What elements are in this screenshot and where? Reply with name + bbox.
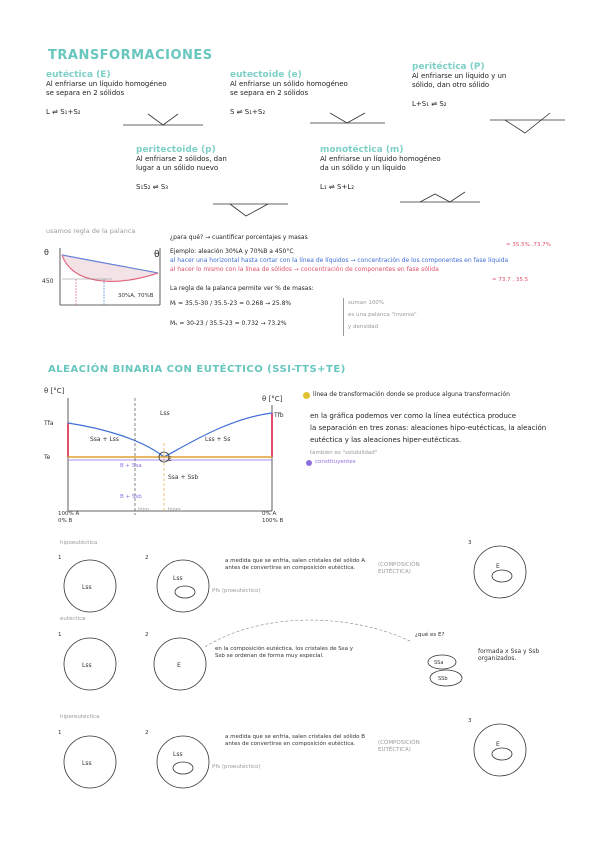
region-liquid: Lss (160, 410, 170, 417)
step-number: 2 (145, 632, 149, 638)
grain-label: SSa (434, 660, 444, 666)
lever-header: usamos regla de la palanca (46, 227, 136, 235)
grain-circle (62, 558, 118, 614)
step-number: 3 (468, 718, 472, 724)
transformation-desc: da un sólido y un líquido (320, 164, 406, 172)
micro-desc-eut: en la composición eutéctica, los cristales de Ssa y Ssb se ordenan de forma muy especial. (215, 646, 354, 659)
binary-bullet-1: línea de transformación donde se produce alguna transformación (313, 391, 510, 398)
grain-label: SSb (438, 676, 448, 682)
transformation-peritectica (412, 62, 582, 109)
transformation-name: eutectoide (e) (230, 70, 302, 80)
eutectic-point-label: E (168, 456, 172, 463)
temp-label: 450 (42, 278, 54, 285)
te-label: Te (44, 454, 51, 461)
transformation-desc: Al enfriarse un sólido homogéneo (230, 80, 348, 88)
micro-mid-label: (COMPOSICIÓN EUTÉCTICA) (378, 740, 420, 753)
grain-circle (470, 722, 530, 778)
region-sb-liquid: Lss + Ss (205, 436, 231, 443)
micro-eut-label: eutéctica (60, 616, 86, 622)
lever-diagram (42, 243, 172, 315)
grain-label: Lss (82, 760, 92, 767)
grain-label: Lss (82, 662, 92, 669)
lever-ms: Mₛ = 30-23 / 35.5-23 = 0.732 → 73.2% (170, 320, 287, 327)
curved-arrow (200, 612, 420, 652)
transformation-eutectica (46, 70, 206, 117)
tick-hiper: hiper (168, 507, 181, 513)
transformation-desc: Al enfriarse 2 sólidos, dan (136, 155, 227, 163)
step-number: 1 (58, 730, 62, 736)
transformation-monotectica (320, 145, 500, 192)
transformation-desc: Al enfriarse un líquido homogéneo (46, 80, 167, 88)
lever-liquid-line: al hacer una horizontal hasta cortar con la línea de líquidos → concentración de los componentes en fase líquida (170, 257, 509, 264)
monotectic-schematic (395, 188, 485, 214)
lever-question: ¿para qué? → cuantificar porcentajes y masas (170, 234, 308, 241)
lever-side-1: suman 100% (348, 300, 385, 306)
grain-circle (62, 734, 118, 790)
binary-text-4: también es "solubilidad" (310, 450, 378, 456)
grain-circle (470, 544, 530, 600)
grain-label: Lss (173, 751, 183, 758)
grain-label: E (177, 662, 181, 669)
binary-text-3: eutéctica y las aleaciones hiper-eutécticas. (310, 436, 462, 444)
step-number: 1 (58, 632, 62, 638)
step-number: 1 (58, 555, 62, 561)
transformation-name: eutéctica (E) (46, 70, 111, 80)
binary-text-1: en la gráfica podemos ver como la línea eutéctica produce (310, 412, 517, 420)
grain-label: E (496, 563, 500, 570)
micro-question: ¿qué es E? (415, 632, 445, 638)
axis-label-left: θ [°C] (44, 387, 65, 395)
step-number: 3 (468, 540, 472, 546)
transformation-desc: se separa en 2 sólidos (46, 89, 125, 97)
peritectic-schematic (485, 108, 570, 138)
transformation-desc: Al enfriarse un líquido homogéneo (320, 155, 441, 163)
micro-mid-label: (COMPOSICIÓN EUTÉCTICA) (378, 562, 420, 575)
binary-bottom-right: 0% A 100% B (262, 511, 284, 524)
grain-label: E (496, 741, 500, 748)
transformation-name: monotéctica (m) (320, 145, 404, 155)
region-solid: Ssa + Ssb (168, 474, 199, 481)
ta-label: Tfa (44, 420, 54, 427)
grain-circle (62, 636, 118, 692)
axis-label: θ (44, 248, 49, 257)
binary-bullet-2: constituyentes (315, 459, 356, 465)
lever-side-3: y densidad (348, 324, 379, 330)
axis-label-right: θ [°C] (262, 395, 283, 403)
transformation-formula: S ⇌ S₁+S₂ (230, 108, 266, 116)
transformation-formula: L+S₁ ⇌ S₂ (412, 100, 447, 108)
grain-label: Lss (173, 575, 183, 582)
tb-label: Tfb (274, 412, 284, 419)
binary-phase-diagram (40, 383, 300, 528)
transformation-peritectoide (136, 145, 306, 192)
precip-label: Pfs (proeutéctico) (212, 764, 261, 770)
page-title: TRANSFORMACIONES (48, 48, 213, 63)
micro-hiper-label: hipereutéctica (60, 714, 100, 720)
eutectic-grains (420, 650, 480, 694)
lever-comp: 30%A, 70%B (118, 293, 154, 299)
lever-rule-desc: La regla de la palanca permite ver % de masas: (170, 285, 314, 292)
peritectoid-schematic (208, 192, 293, 222)
binary-title: ALEACIÓN BINARIA CON EUTÉCTICO (SSI-TTS+TE) (48, 364, 346, 375)
tick-hipo: hipo (138, 507, 149, 513)
micro-desc-hiper: a medida que se enfría, salen cristales del sólido B antes de convertirse en composición eutéctica. (225, 734, 365, 747)
grain-circle (155, 558, 211, 614)
eutectoid-schematic (305, 110, 390, 136)
bullet-dot (306, 460, 312, 466)
step-number: 2 (145, 730, 149, 736)
micro-desc-hipo: a medida que se enfría, salen cristales del sólido A antes de convertirse en composición eutéctica. (225, 558, 365, 571)
step-number: 2 (145, 555, 149, 561)
grain-circle (155, 734, 211, 790)
region-sa-liquid: Ssa + Lss (90, 436, 120, 443)
transformation-formula: S₁S₂ ⇌ S₃ (136, 183, 169, 191)
lever-side-2: es una palanca "inversa" (348, 312, 417, 318)
transformation-desc: lugar a un sólido nuevo (136, 164, 219, 172)
lever-annot-1: ≈ 35.5% ,73.7% (506, 242, 551, 248)
micro-answer: formada x Ssa y Ssb organizados. (478, 648, 540, 662)
transformation-name: peritéctica (P) (412, 62, 485, 72)
micro-hipo-label: hipoeutéctica (60, 540, 98, 546)
transformation-name: peritectoide (p) (136, 145, 216, 155)
region-a1: B + Ssa (120, 463, 142, 469)
transformation-desc: se separa en 2 sólidos (230, 89, 309, 97)
eutectic-schematic (118, 112, 208, 138)
axis-label-right: θ (154, 250, 160, 260)
transformation-desc: Al enfriarse un líquido y un (412, 72, 507, 80)
precip-label: Pfs (proeutéctico) (212, 588, 261, 594)
lever-solid-line: al hacer lo mismo con la línea de sólidos → concentración de componentes en fase sólida (170, 266, 439, 273)
lever-example: Ejemplo: aleación 30%A y 70%B a 450°C (170, 248, 294, 255)
binary-text-2: la separación en tres zonas: aleaciones hipo-eutécticas, la aleación (310, 424, 547, 432)
transformation-formula: L ⇌ S₁+S₂ (46, 108, 81, 116)
region-a2: B + Ssb (120, 494, 142, 500)
transformation-formula: L₁ ⇌ S+L₂ (320, 183, 355, 191)
bullet-dot (303, 392, 310, 399)
transformation-desc: sólido, dan otro sólido (412, 81, 490, 89)
grain-label: Lss (82, 584, 92, 591)
lever-annot-2: ≈ 73.7 , 35.5 (492, 277, 529, 283)
lever-ml: Mₗ = 35.5-30 / 35.5-23 = 0.268 → 25.8% (170, 300, 292, 307)
binary-bottom-left: 100% A 0% B (58, 511, 80, 524)
